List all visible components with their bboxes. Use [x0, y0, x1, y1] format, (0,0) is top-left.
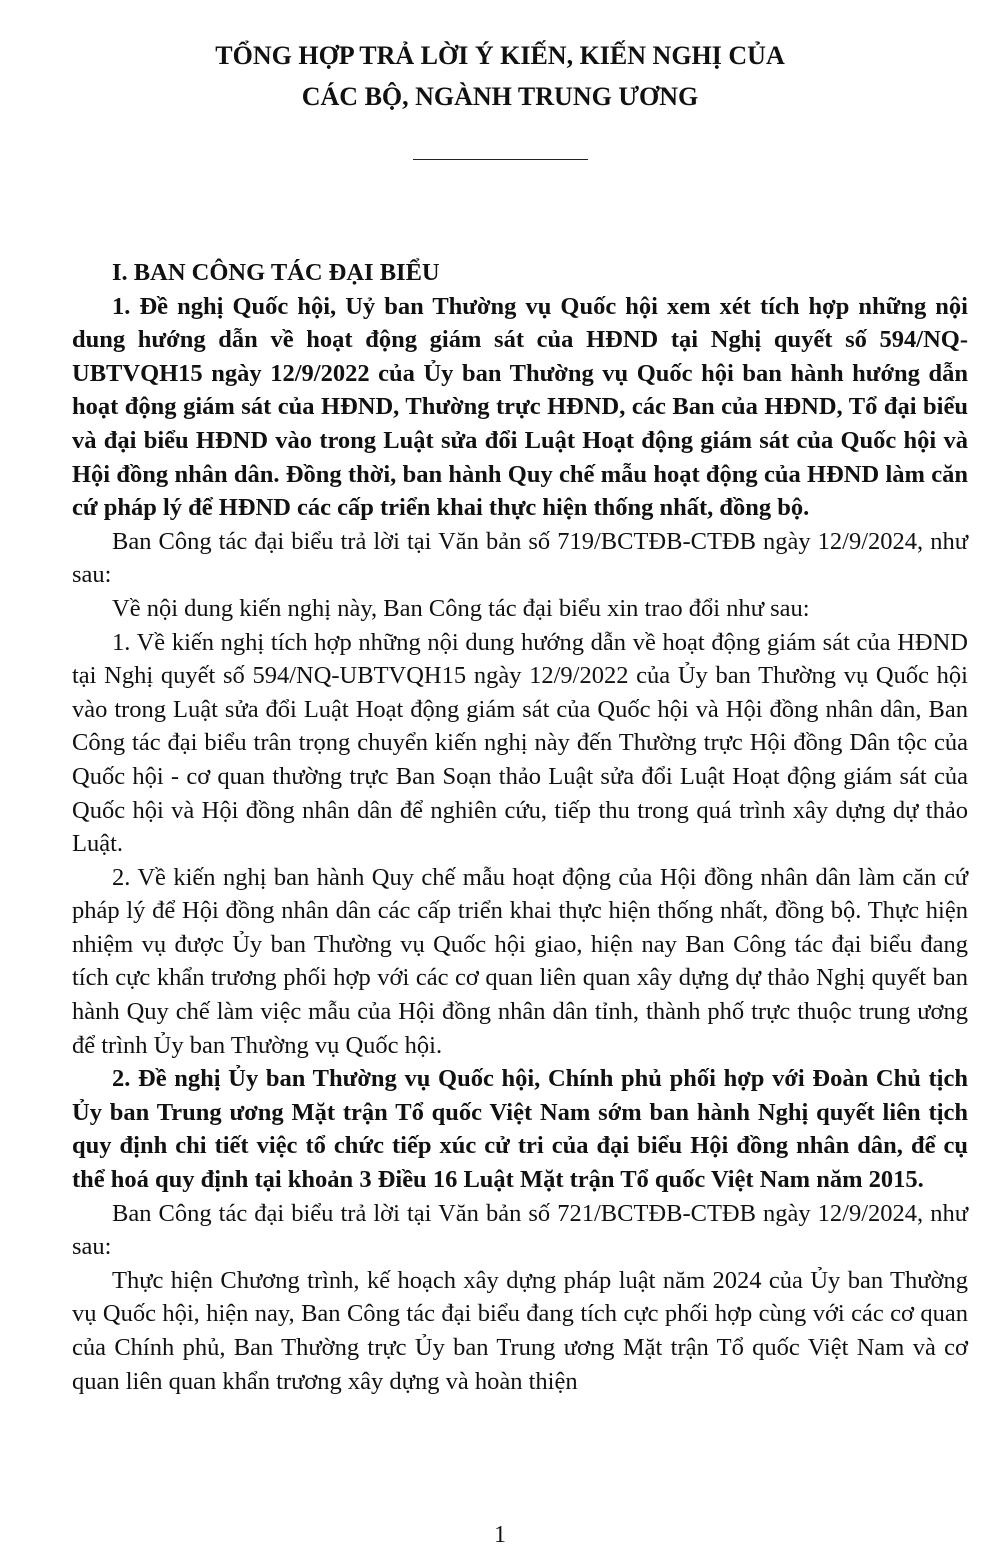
item-1-reply-intro: Ban Công tác đại biểu trả lời tại Văn bản số 719/BCTĐB-CTĐB ngày 12/9/2024, như sau: — [72, 527, 968, 589]
item-1-title: 1. Đề nghị Quốc hội, Uỷ ban Thường vụ Quốc hội xem xét tích hợp những nội dung hướng dẫn về hoạt động giám sát của HĐND tại Nghị quyết số 594/NQ-UBTVQH15 ngày 12/9/2022 của Ủy ban Thường vụ Quốc hội ban hành hướng dẫn hoạt động giám sát của HĐND, Thường trực HĐND, các Ban của HĐND, Tổ đại biểu và đại biểu HĐND vào trong Luật sửa đổi Luật Hoạt động giám sát của Quốc hội và Hội đồng nhân dân. Đồng thời, ban hành Quy chế mẫu hoạt động của HĐND làm căn cứ pháp lý để HĐND các cấp triển khai thực hiện thống nhất, đồng bộ. — [72, 292, 968, 522]
item-1-point-1: 1. Về kiến nghị tích hợp những nội dung hướng dẫn về hoạt động giám sát của HĐND tại Nghị quyết số 594/NQ-UBTVQH15 ngày 12/9/2022 của Ủy ban Thường vụ Quốc hội vào trong Luật sửa đổi Luật Hoạt động giám sát của Quốc hội và Hội đồng nhân dân, Ban Công tác đại biểu trân trọng chuyển kiến nghị này đến Thường trực Hội đồng Dân tộc của Quốc hội - cơ quan thường trực Ban Soạn thảo Luật sửa đổi Luật Hoạt động giám sát của Quốc hội và Hội đồng nhân dân để nghiên cứu, tiếp thu trong quá trình xây dựng dự thảo Luật. — [72, 628, 968, 858]
item-2-reply-body: Thực hiện Chương trình, kế hoạch xây dựng pháp luật năm 2024 của Ủy ban Thường vụ Quốc hội, hiện nay, Ban Công tác đại biểu đang tích cực phối hợp cùng với các cơ quan của Chính phủ, Ban Thường trực Ủy ban Trung ương Mặt trận Tổ quốc Việt Nam và cơ quan liên quan khẩn trương xây dựng và hoàn thiện — [72, 1266, 968, 1395]
item-1-point-2: 2. Về kiến nghị ban hành Quy chế mẫu hoạt động của Hội đồng nhân dân làm căn cứ pháp lý để Hội đồng nhân dân các cấp triển khai thực hiện thống nhất, đồng bộ. Thực hiện nhiệm vụ được Ủy ban Thường vụ Quốc hội giao, hiện nay Ban Công tác đại biểu đang tích cực khẩn trương phối hợp với các cơ quan liên quan xây dựng dự thảo Nghị quyết ban hành Quy chế làm việc mẫu của Hội đồng nhân dân tỉnh, thành phố trực thuộc trung ương để trình Ủy ban Thường vụ Quốc hội. — [72, 863, 968, 1059]
title-divider — [413, 159, 588, 160]
document-title-line-2: CÁC BỘ, NGÀNH TRUNG ƯƠNG — [301, 82, 699, 111]
page-number: 1 — [494, 1522, 506, 1548]
item-2-title: 2. Đề nghị Ủy ban Thường vụ Quốc hội, Chính phủ phối hợp với Đoàn Chủ tịch Ủy ban Trung ương Mặt trận Tổ quốc Việt Nam sớm ban hành Nghị quyết liên tịch quy định chi tiết việc tổ chức tiếp xúc cử tri của đại biểu Hội đồng nhân dân, để cụ thể hoá quy định tại khoản 3 Điều 16 Luật Mặt trận Tổ quốc Việt Nam năm 2015. — [72, 1065, 968, 1194]
document-title-line-1: TỔNG HỢP TRẢ LỜI Ý KIẾN, KIẾN NGHỊ CỦA — [215, 41, 785, 70]
document-body — [72, 256, 968, 1398]
section-heading: I. BAN CÔNG TÁC ĐẠI BIỂU — [112, 259, 440, 286]
item-2-reply-intro: Ban Công tác đại biểu trả lời tại Văn bản số 721/BCTĐB-CTĐB ngày 12/9/2024, như sau: — [72, 1199, 968, 1261]
item-1-reply-lead: Về nội dung kiến nghị này, Ban Công tác đại biểu xin trao đổi như sau: — [112, 594, 810, 622]
